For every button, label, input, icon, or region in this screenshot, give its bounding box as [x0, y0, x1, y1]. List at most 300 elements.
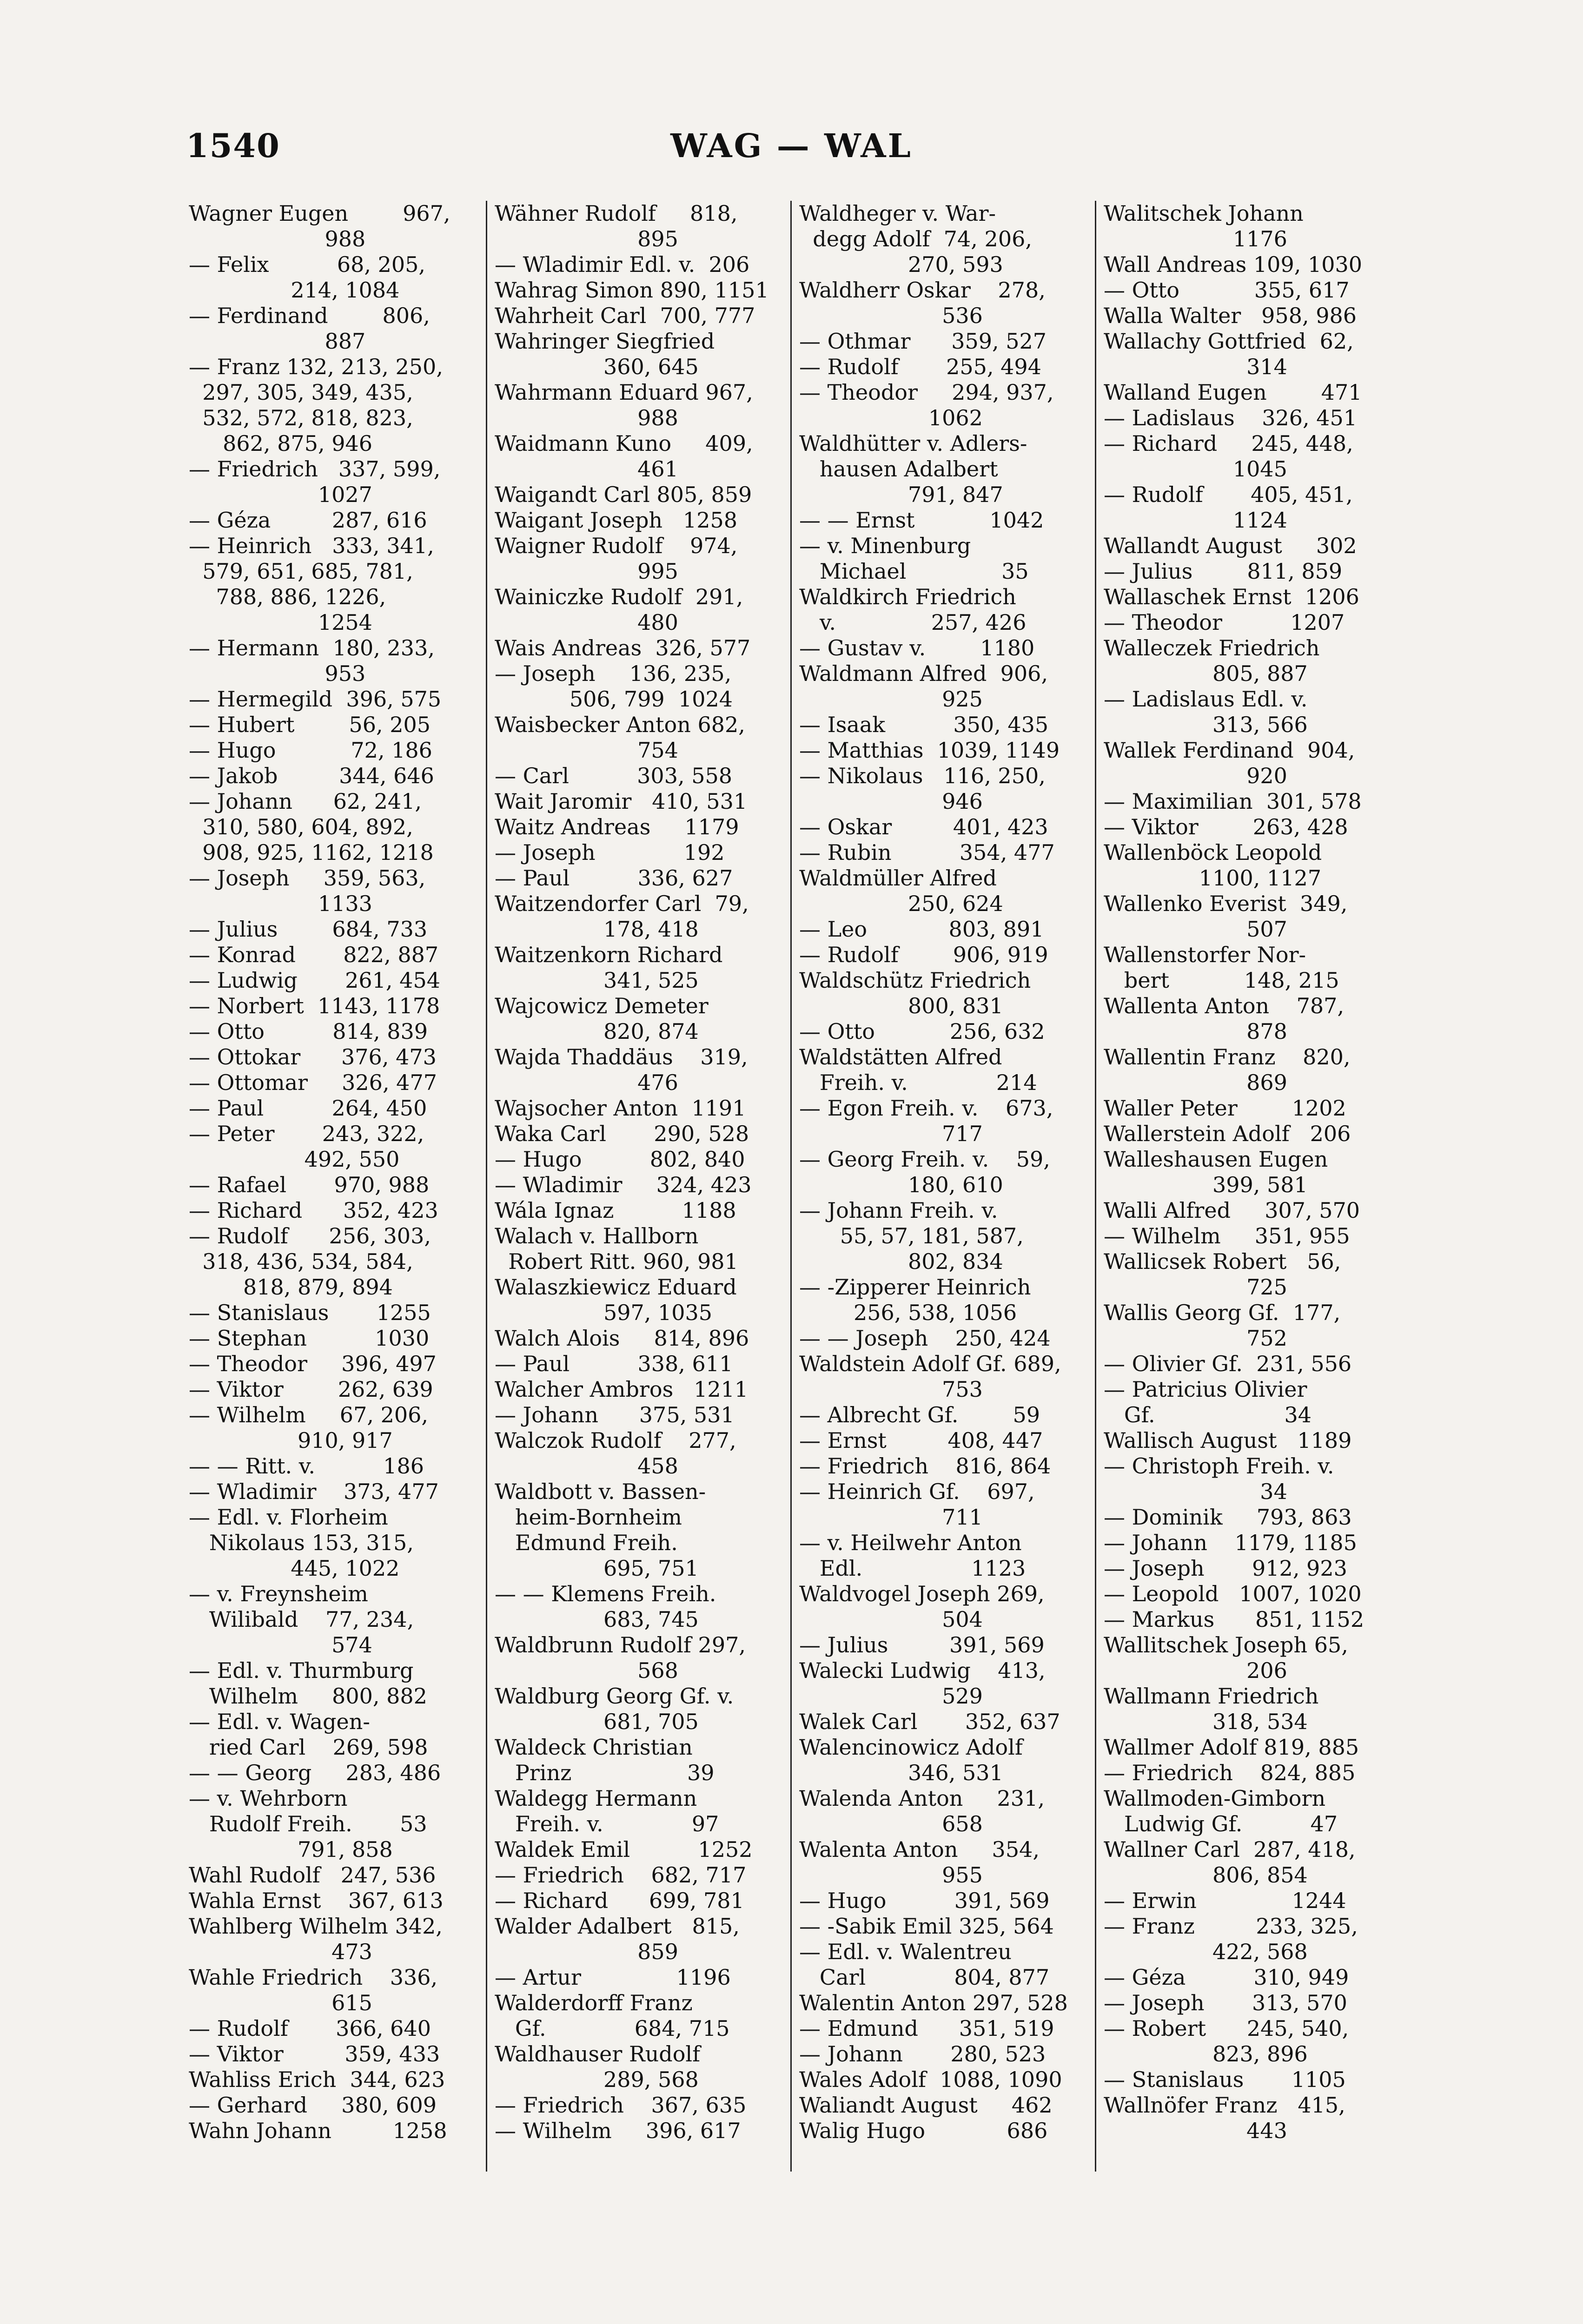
index-entry-line: 180, 610	[799, 1172, 1003, 1197]
index-entry-line: — Franz 132, 213, 250,	[189, 354, 443, 379]
index-entry-line: v. 257, 426	[799, 610, 1027, 635]
index-entry-line: bert 148, 215	[1104, 968, 1339, 993]
index-entry-line: Wallnöfer Franz 415,	[1104, 2093, 1345, 2118]
index-entry-line: — — Ernst 1042	[799, 508, 1044, 533]
index-entry-line: Edmund Freih.	[495, 1530, 678, 1555]
index-entry-line: — Stephan 1030	[189, 1326, 430, 1351]
index-entry-line: 310, 580, 604, 892,	[189, 814, 413, 839]
index-entry-line: 318, 436, 534, 584,	[189, 1249, 413, 1274]
index-entry-line: Walach v. Hallborn	[495, 1223, 699, 1248]
index-entry-line: 878	[1104, 1019, 1287, 1044]
index-entry-line: — Joseph 912, 923	[1104, 1556, 1347, 1581]
index-entry-line: — Heinrich 333, 341,	[189, 533, 434, 558]
index-entry-line: 399, 581	[1104, 1172, 1308, 1197]
index-entry-line: — Wladimir 324, 423	[495, 1172, 752, 1197]
index-entry-line: 1124	[1104, 508, 1287, 533]
index-entry-line: Wahrmann Eduard 967,	[495, 380, 753, 405]
index-entry-line: Waldbrunn Rudolf 297,	[495, 1632, 746, 1657]
index-entry-line: — Othmar 359, 527	[799, 329, 1047, 354]
index-entry-line: 920	[1104, 763, 1287, 788]
index-entry-line: Freih. v. 97	[495, 1811, 719, 1836]
running-title: WAG — WAL	[670, 126, 913, 165]
index-entry-line: Waldek Emil 1252	[495, 1837, 753, 1862]
index-entry-line: — Theodor 396, 497	[189, 1351, 437, 1376]
index-entry-line: Ludwig Gf. 47	[1104, 1811, 1338, 1836]
index-entry-line: Wallek Ferdinand 904,	[1104, 738, 1355, 763]
index-entry-line: Wajcowicz Demeter	[495, 993, 709, 1018]
index-entry-line: — Konrad 822, 887	[189, 942, 439, 967]
index-entry-line: Waldstätten Alfred	[799, 1044, 1002, 1070]
index-entry-line: — Wilhelm 396, 617	[495, 2118, 741, 2143]
index-entry-line: Walcher Ambros 1211	[495, 1377, 748, 1402]
index-entry-line: Wallachy Gottfried 62,	[1104, 329, 1354, 354]
index-entry-line: Michael 35	[799, 559, 1029, 584]
index-entry-line: 597, 1035	[495, 1300, 713, 1325]
index-entry-line: 314	[1104, 354, 1287, 379]
index-entry-line: 1100, 1127	[1104, 865, 1322, 891]
index-entry-line: Wallentin Franz 820,	[1104, 1044, 1351, 1070]
index-entry-line: Waldvogel Joseph 269,	[799, 1581, 1045, 1606]
index-entry-line: — Norbert 1143, 1178	[189, 993, 440, 1018]
index-entry-line: 422, 568	[1104, 1939, 1308, 1964]
index-entry-line: Freih. v. 214	[799, 1070, 1037, 1095]
index-entry-line: Wallandt August 302	[1104, 533, 1357, 558]
index-entry-line: — Hugo 72, 186	[189, 738, 432, 763]
index-entry-line: — Wladimir 373, 477	[189, 1479, 439, 1504]
index-entry-line: — Rafael 970, 988	[189, 1172, 430, 1197]
index-entry-line: Wall Andreas 109, 1030	[1104, 252, 1363, 277]
index-entry-line: 270, 593	[799, 252, 1003, 277]
index-entry-line: Waller Peter 1202	[1104, 1096, 1346, 1121]
index-entry-line: Wait Jaromir 410, 531	[495, 789, 748, 814]
index-entry-line: 995	[495, 559, 678, 584]
index-entry-line: — Wilhelm 351, 955	[1104, 1223, 1350, 1248]
index-entry-line: Walli Alfred 307, 570	[1104, 1198, 1360, 1223]
index-entry-line: — Albrecht Gf. 59	[799, 1402, 1040, 1427]
index-entry-line: — Richard 352, 423	[189, 1198, 438, 1223]
index-entry-line: Waidmann Kuno 409,	[495, 431, 753, 456]
index-entry-line: 443	[1104, 2118, 1287, 2143]
index-entry-line: Waldmann Alfred 906,	[799, 661, 1048, 686]
index-entry-line: — Viktor 359, 433	[189, 2041, 440, 2067]
index-entry-line: — Edl. v. Wagen-	[189, 1709, 370, 1734]
index-entry-line: — Ladislaus 326, 451	[1104, 405, 1358, 430]
index-entry-line: Waldherr Oskar 278,	[799, 277, 1046, 303]
index-entry-line: Gf. 684, 715	[495, 2016, 730, 2041]
index-entry-line: heim-Bornheim	[495, 1505, 682, 1530]
index-entry-line: Waldstein Adolf Gf. 689,	[799, 1351, 1061, 1376]
index-entry-line: 1176	[1104, 226, 1287, 251]
index-entry-line: 346, 531	[799, 1760, 1003, 1785]
index-entry-line: Wallner Carl 287, 418,	[1104, 1837, 1356, 1862]
index-entry-line: — Viktor 262, 639	[189, 1377, 433, 1402]
index-entry-line: 568	[495, 1658, 678, 1683]
index-entry-line: Gf. 34	[1104, 1402, 1311, 1427]
index-entry-line: — Johann 280, 523	[799, 2041, 1046, 2067]
index-entry-line: Waigner Rudolf 974,	[495, 533, 738, 558]
index-entry-line: 1045	[1104, 456, 1287, 482]
index-entry-line: Rudolf Freih. 53	[189, 1811, 427, 1836]
index-entry-line: — Paul 336, 627	[495, 865, 733, 891]
index-entry-line: — Johann 1179, 1185	[1104, 1530, 1357, 1555]
index-entry-line: Walla Walter 958, 986	[1104, 303, 1357, 328]
index-entry-line: 791, 847	[799, 482, 1003, 507]
index-entry-line: 574	[189, 1632, 372, 1657]
index-entry-line: — Georg Freih. v. 59,	[799, 1147, 1050, 1172]
index-entry-line: Walig Hugo 686	[799, 2118, 1048, 2143]
index-entry-line: — Ottokar 376, 473	[189, 1044, 437, 1070]
index-entry-line: — Gustav v. 1180	[799, 635, 1035, 660]
index-entry-line: Wahrheit Carl 700, 777	[495, 303, 755, 328]
index-entry-line: — v. Heilwehr Anton	[799, 1530, 1022, 1555]
index-entry-line: — Friedrich 824, 885	[1104, 1760, 1356, 1785]
index-entry-line: Wallisch August 1189	[1104, 1428, 1352, 1453]
index-entry-line: 717	[799, 1121, 983, 1146]
index-entry-line: — Joseph 313, 570	[1104, 1990, 1347, 2015]
index-entry-line: — Patricius Olivier	[1104, 1377, 1307, 1402]
index-entry-line: — Richard 245, 448,	[1104, 431, 1353, 456]
index-entry-line: 725	[1104, 1274, 1287, 1300]
index-entry-line: — Oskar 401, 423	[799, 814, 1048, 839]
index-entry-line: 791, 858	[189, 1837, 393, 1862]
index-entry-line: Waigandt Carl 805, 859	[495, 482, 752, 507]
index-entry-line: — Christoph Freih. v.	[1104, 1453, 1334, 1479]
index-entry-line: Walek Carl 352, 637	[799, 1709, 1060, 1734]
index-entry-line: Wallmer Adolf 819, 885	[1104, 1735, 1359, 1760]
index-entry-line: 256, 538, 1056	[799, 1300, 1017, 1325]
index-column-3	[790, 201, 1095, 2172]
index-entry-line: — -Sabik Emil 325, 564	[799, 1914, 1054, 1939]
index-entry-line: Waka Carl 290, 528	[495, 1121, 749, 1146]
index-entry-line: 859	[495, 1939, 678, 1964]
index-entry-line: — Rudolf 906, 919	[799, 942, 1048, 967]
entry-list-2	[495, 201, 784, 2144]
index-entry-line: 925	[799, 687, 983, 712]
index-entry-line: — Rudolf 366, 640	[189, 2016, 431, 2041]
index-entry-line: — Olivier Gf. 231, 556	[1104, 1351, 1352, 1376]
index-entry-line: — Johann 375, 531	[495, 1402, 735, 1427]
index-entry-line: 461	[495, 456, 678, 482]
index-entry-line: Walderdorff Franz	[495, 1990, 693, 2015]
index-entry-line: — Géza 287, 616	[189, 508, 427, 533]
index-entry-line: 297, 305, 349, 435,	[189, 380, 413, 405]
index-entry-line: — Joseph 136, 235,	[495, 661, 732, 686]
index-entry-line: 695, 751	[495, 1556, 699, 1581]
index-entry-line: — Ferdinand 806,	[189, 303, 430, 328]
index-entry-line: 492, 550	[189, 1147, 400, 1172]
index-entry-line: — Maximilian 301, 578	[1104, 789, 1362, 814]
page-number: 1540	[186, 126, 280, 165]
index-entry-line: 752	[1104, 1326, 1287, 1351]
index-entry-line: 658	[799, 1811, 983, 1836]
index-entry-line: Waliandt August 462	[799, 2093, 1053, 2118]
index-entry-line: — Friedrich 367, 635	[495, 2093, 747, 2118]
index-entry-line: — Richard 699, 781	[495, 1888, 744, 1913]
index-entry-line: 800, 831	[799, 993, 1003, 1018]
index-entry-line: — Rubin 354, 477	[799, 840, 1055, 865]
index-entry-line: — Joseph 192	[495, 840, 725, 865]
index-entry-line: Nikolaus 153, 315,	[189, 1530, 414, 1555]
index-entry-line: Walaszkiewicz Eduard	[495, 1274, 737, 1300]
index-entry-line: 910, 917	[189, 1428, 393, 1453]
index-entry-line: 178, 418	[495, 917, 699, 942]
index-entry-line: Wahn Johann 1258	[189, 2118, 447, 2143]
index-entry-line: Walch Alois 814, 896	[495, 1326, 749, 1351]
index-entry-line: — — Ritt. v. 186	[189, 1453, 424, 1479]
index-entry-line: — Friedrich 337, 599,	[189, 456, 441, 482]
index-entry-line: Waldhütter v. Adlers-	[799, 431, 1027, 456]
index-entry-line: 458	[495, 1453, 678, 1479]
index-entry-line: 754	[495, 738, 678, 763]
index-entry-line: 214, 1084	[189, 277, 400, 303]
index-entry-line: Wajda Thaddäus 319,	[495, 1044, 748, 1070]
index-entry-line: — Jakob 344, 646	[189, 763, 434, 788]
index-entry-line: 536	[799, 303, 983, 328]
index-entry-line: — Julius 811, 859	[1104, 559, 1343, 584]
index-entry-line: — Ernst 408, 447	[799, 1428, 1043, 1453]
index-entry-line: 1027	[189, 482, 372, 507]
index-entry-line: — Joseph 359, 563,	[189, 865, 426, 891]
index-entry-line: 955	[799, 1862, 983, 1888]
index-entry-line: — Franz 233, 325,	[1104, 1914, 1358, 1939]
index-entry-line: Wagner Eugen 967,	[189, 201, 450, 226]
index-entry-line: Wahlberg Wilhelm 342,	[189, 1914, 443, 1939]
index-entry-line: Walentin Anton 297, 528	[799, 1990, 1068, 2015]
index-column-2	[486, 201, 790, 2172]
index-entry-line: 802, 834	[799, 1249, 1003, 1274]
index-entry-line: hausen Adalbert	[799, 456, 998, 482]
index-entry-line: Wallmann Friedrich	[1104, 1684, 1319, 1709]
index-entry-line: Wahl Rudolf 247, 536	[189, 1862, 436, 1888]
index-entry-line: — Nikolaus 116, 250,	[799, 763, 1046, 788]
index-entry-line: — Felix 68, 205,	[189, 252, 426, 277]
index-entry-line: — Leo 803, 891	[799, 917, 1044, 942]
index-entry-line: Wähner Rudolf 818,	[495, 201, 738, 226]
index-entry-line: — Otto 814, 839	[189, 1019, 428, 1044]
index-entry-line: — Hugo 802, 840	[495, 1147, 745, 1172]
index-entry-line: 1254	[189, 610, 372, 635]
index-entry-line: Wallis Georg Gf. 177,	[1104, 1300, 1341, 1325]
index-entry-line: 988	[495, 405, 678, 430]
index-entry-line: Wallenböck Leopold	[1104, 840, 1322, 865]
index-entry-line: Wajsocher Anton 1191	[495, 1096, 746, 1121]
index-column-4	[1095, 201, 1399, 2172]
index-entry-line: 34	[1104, 1479, 1287, 1504]
index-entry-line: Wainiczke Rudolf 291,	[495, 584, 743, 609]
index-entry-line: Waitzendorfer Carl 79,	[495, 891, 749, 916]
index-entry-line: Walenda Anton 231,	[799, 1786, 1045, 1811]
index-entry-line: — Edl. v. Thurmburg	[189, 1658, 414, 1683]
index-entry-line: — Wilhelm 67, 206,	[189, 1402, 429, 1427]
index-entry-line: 1062	[799, 405, 983, 430]
index-entry-line: — — Klemens Freih.	[495, 1581, 716, 1606]
index-entry-line: Waldeck Christian	[495, 1735, 693, 1760]
index-entry-line: 805, 887	[1104, 661, 1308, 686]
index-entry-line: — Ottomar 326, 477	[189, 1070, 437, 1095]
index-entry-line: Waldmüller Alfred	[799, 865, 997, 891]
index-entry-line: Prinz 39	[495, 1760, 715, 1785]
index-entry-line: — Julius 684, 733	[189, 917, 428, 942]
index-entry-line: Waldegg Hermann	[495, 1786, 697, 1811]
index-entry-line: — Hubert 56, 205	[189, 712, 431, 737]
index-entry-line: Wahliss Erich 344, 623	[189, 2067, 445, 2092]
index-entry-line: — Johann 62, 241,	[189, 789, 422, 814]
index-entry-line: — Hermegild 396, 575	[189, 687, 442, 712]
index-entry-line: Wallenta Anton 787,	[1104, 993, 1345, 1018]
index-entry-line: Wallicsek Robert 56,	[1104, 1249, 1341, 1274]
index-entry-line: Walczok Rudolf 277,	[495, 1428, 736, 1453]
index-entry-line: Waldburg Georg Gf. v.	[495, 1684, 734, 1709]
index-entry-line: Wála Ignaz 1188	[495, 1198, 736, 1223]
index-entry-line: — Matthias 1039, 1149	[799, 738, 1060, 763]
index-entry-line: — v. Freynsheim	[189, 1581, 368, 1606]
index-entry-line: — Rudolf 256, 303,	[189, 1223, 431, 1248]
index-entry-line: Waldbott v. Bassen-	[495, 1479, 706, 1504]
index-entry-line: 895	[495, 226, 678, 251]
index-entry-line: 788, 886, 1226,	[189, 584, 386, 609]
index-entry-line: Wahringer Siegfried	[495, 329, 715, 354]
index-entry-line: 480	[495, 610, 678, 635]
index-entry-line: 360, 645	[495, 354, 699, 379]
index-entry-line: Wallenko Everist 349,	[1104, 891, 1348, 916]
index-entry-line: 806, 854	[1104, 1862, 1308, 1888]
index-entry-line: Wilibald 77, 234,	[189, 1607, 414, 1632]
index-entry-line: — -Zipperer Heinrich	[799, 1274, 1031, 1300]
index-entry-line: Walitschek Johann	[1104, 201, 1304, 226]
index-entry-line: 681, 705	[495, 1709, 699, 1734]
index-entry-line: 506, 799 1024	[495, 687, 733, 712]
index-entry-line: ried Carl 269, 598	[189, 1735, 428, 1760]
index-entry-line: Robert Ritt. 960, 981	[495, 1249, 738, 1274]
index-entry-line: — Otto 256, 632	[799, 1019, 1045, 1044]
index-entry-line: 55, 57, 181, 587,	[799, 1223, 1024, 1248]
index-entry-line: — Géza 310, 949	[1104, 1965, 1349, 1990]
entry-list-3	[799, 201, 1088, 2144]
index-entry-line: — Viktor 263, 428	[1104, 814, 1348, 839]
index-entry-line: — Johann Freih. v.	[799, 1198, 998, 1223]
index-entry-line: 529	[799, 1684, 983, 1709]
index-entry-line: 818, 879, 894	[189, 1274, 393, 1300]
index-entry-line: 473	[189, 1939, 372, 1964]
index-column-1	[181, 201, 486, 2172]
index-entry-line: — Egon Freih. v. 673,	[799, 1096, 1053, 1121]
index-entry-line: 445, 1022	[189, 1556, 400, 1581]
index-entry-line: — v. Wehrborn	[189, 1786, 348, 1811]
index-entry-line: 823, 896	[1104, 2041, 1308, 2067]
index-entry-line: Waitzenkorn Richard	[495, 942, 723, 967]
index-entry-line: 862, 875, 946	[189, 431, 372, 456]
index-entry-line: Wallerstein Adolf 206	[1104, 1121, 1351, 1146]
index-entry-line: Wales Adolf 1088, 1090	[799, 2067, 1062, 2092]
index-entry-line: 869	[1104, 1070, 1287, 1095]
index-entry-line: — Heinrich Gf. 697,	[799, 1479, 1035, 1504]
index-entry-line: — Gerhard 380, 609	[189, 2093, 437, 2118]
index-entry-line: — Otto 355, 617	[1104, 277, 1350, 303]
index-entry-line: 1133	[189, 891, 372, 916]
index-entry-line: — Artur 1196	[495, 1965, 731, 1990]
index-entry-line: 532, 572, 818, 823,	[189, 405, 413, 430]
index-entry-line: — Erwin 1244	[1104, 1888, 1346, 1913]
index-entry-line: 289, 568	[495, 2067, 699, 2092]
index-entry-line: Wahrag Simon 890, 1151	[495, 277, 769, 303]
index-entry-line: 507	[1104, 917, 1287, 942]
index-entry-line: — Wladimir Edl. v. 206	[495, 252, 750, 277]
index-entry-line: Waldschütz Friedrich	[799, 968, 1031, 993]
index-entry-line: — Paul 264, 450	[189, 1096, 427, 1121]
index-entry-line: — Peter 243, 322,	[189, 1121, 424, 1146]
index-entry-line: Walder Adalbert 815,	[495, 1914, 740, 1939]
index-entry-line: — Carl 303, 558	[495, 763, 733, 788]
index-entry-line: — Friedrich 682, 717	[495, 1862, 747, 1888]
index-entry-line: Waigant Joseph 1258	[495, 508, 737, 533]
index-entry-line: Wallaschek Ernst 1206	[1104, 584, 1359, 609]
index-entry-line: — — Georg 283, 486	[189, 1760, 441, 1785]
index-entry-line: degg Adolf 74, 206,	[799, 226, 1032, 251]
index-entry-line: — Ladislaus Edl. v.	[1104, 687, 1308, 712]
index-entry-line: — Rudolf 405, 451,	[1104, 482, 1353, 507]
index-entry-line: Wais Andreas 326, 577	[495, 635, 751, 660]
index-entry-line: Walleczek Friedrich	[1104, 635, 1320, 660]
index-entry-line: 683, 745	[495, 1607, 699, 1632]
index-entry-line: Walencinowicz Adolf	[799, 1735, 1023, 1760]
index-entry-line: — Ludwig 261, 454	[189, 968, 440, 993]
index-entry-line: — Stanislaus 1105	[1104, 2067, 1346, 2092]
index-entry-line: — Hugo 391, 569	[799, 1888, 1050, 1913]
index-entry-line: — Robert 245, 540,	[1104, 2016, 1349, 2041]
index-entry-line: — Stanislaus 1255	[189, 1300, 431, 1325]
index-entry-line: Edl. 1123	[799, 1556, 1026, 1581]
index-entry-line: — Julius 391, 569	[799, 1632, 1045, 1657]
index-entry-line: Wallitschek Joseph 65,	[1104, 1632, 1348, 1657]
index-entry-line: 250, 624	[799, 891, 1003, 916]
index-entry-line: Walenta Anton 354,	[799, 1837, 1040, 1862]
index-entry-line: — Friedrich 816, 864	[799, 1453, 1051, 1479]
index-entry-line: 887	[189, 329, 366, 354]
index-entry-line: — Isaak 350, 435	[799, 712, 1049, 737]
index-entry-line: — Edl. v. Florheim	[189, 1505, 388, 1530]
index-entry-line: 753	[799, 1377, 983, 1402]
index-entry-line: Wallenstorfer Nor-	[1104, 942, 1306, 967]
index-entry-line: Waldheger v. War-	[799, 201, 996, 226]
index-entry-line: 988	[189, 226, 366, 251]
index-entry-line: Waitz Andreas 1179	[495, 814, 739, 839]
index-entry-line: 820, 874	[495, 1019, 699, 1044]
index-entry-line: Walland Eugen 471	[1104, 380, 1362, 405]
index-entry-line: 504	[799, 1607, 983, 1632]
index-entry-line: 953	[189, 661, 366, 686]
index-entry-line: Walecki Ludwig 413,	[799, 1658, 1046, 1683]
index-entry-line: 946	[799, 789, 983, 814]
index-entry-line: 318, 534	[1104, 1709, 1308, 1734]
index-entry-line: Wallmoden-Gimborn	[1104, 1786, 1326, 1811]
index-entry-line: 908, 925, 1162, 1218	[189, 840, 434, 865]
index-entry-line: — Paul 338, 611	[495, 1351, 733, 1376]
index-entry-line: 615	[189, 1990, 372, 2015]
index-entry-line: Wahle Friedrich 336,	[189, 1965, 438, 1990]
index-entry-line: — Theodor 1207	[1104, 610, 1345, 635]
index-entry-line: — Leopold 1007, 1020	[1104, 1581, 1362, 1606]
index-entry-line: — Markus 851, 1152	[1104, 1607, 1364, 1632]
entry-list-1	[189, 201, 479, 2144]
index-entry-line: 341, 525	[495, 968, 699, 993]
index-entry-line: Walleshausen Eugen	[1104, 1147, 1328, 1172]
index-entry-line: 206	[1104, 1658, 1287, 1683]
index-entry-line: 313, 566	[1104, 712, 1308, 737]
index-entry-line: — Hermann 180, 233,	[189, 635, 435, 660]
index-entry-line: — Theodor 294, 937,	[799, 380, 1054, 405]
index-entry-line: 476	[495, 1070, 678, 1095]
index-entry-line: Waisbecker Anton 682,	[495, 712, 745, 737]
